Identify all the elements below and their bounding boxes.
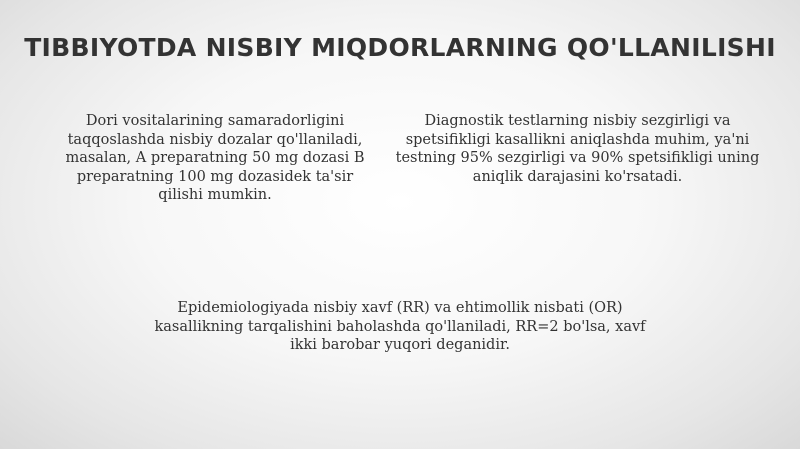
paragraph-epidemiology: Epidemiologiyada nisbiy xavf (RR) va ehtimollik nisbati (OR) kasallikning tarqalishini baholashda qo'llaniladi, RR=2 bo'lsa, xavf ikki barobar yuqori deganidir. (154, 300, 646, 353)
paragraph-diagnostic-tests: Diagnostik testlarning nisbiy sezgirligi va spetsifikligi kasallikni aniqlashda muhim, ya'ni testning 95% sezgirligi va 90% spetsifikligi uning aniqlik darajasini ko'rsatadi. (395, 113, 760, 185)
paragraph-relative-doses: Dori vositalarining samaradorligini taqqoslashda nisbiy dozalar qo'llaniladi, masalan, A preparatning 50 mg dozasi B preparatning 100 mg dozasidek ta'sir qilishi mumkin. (65, 113, 365, 203)
slide-title: TIBBIYOTDA NISBIY MIQDORLARNING QO'LLANILISHI (24, 33, 776, 62)
